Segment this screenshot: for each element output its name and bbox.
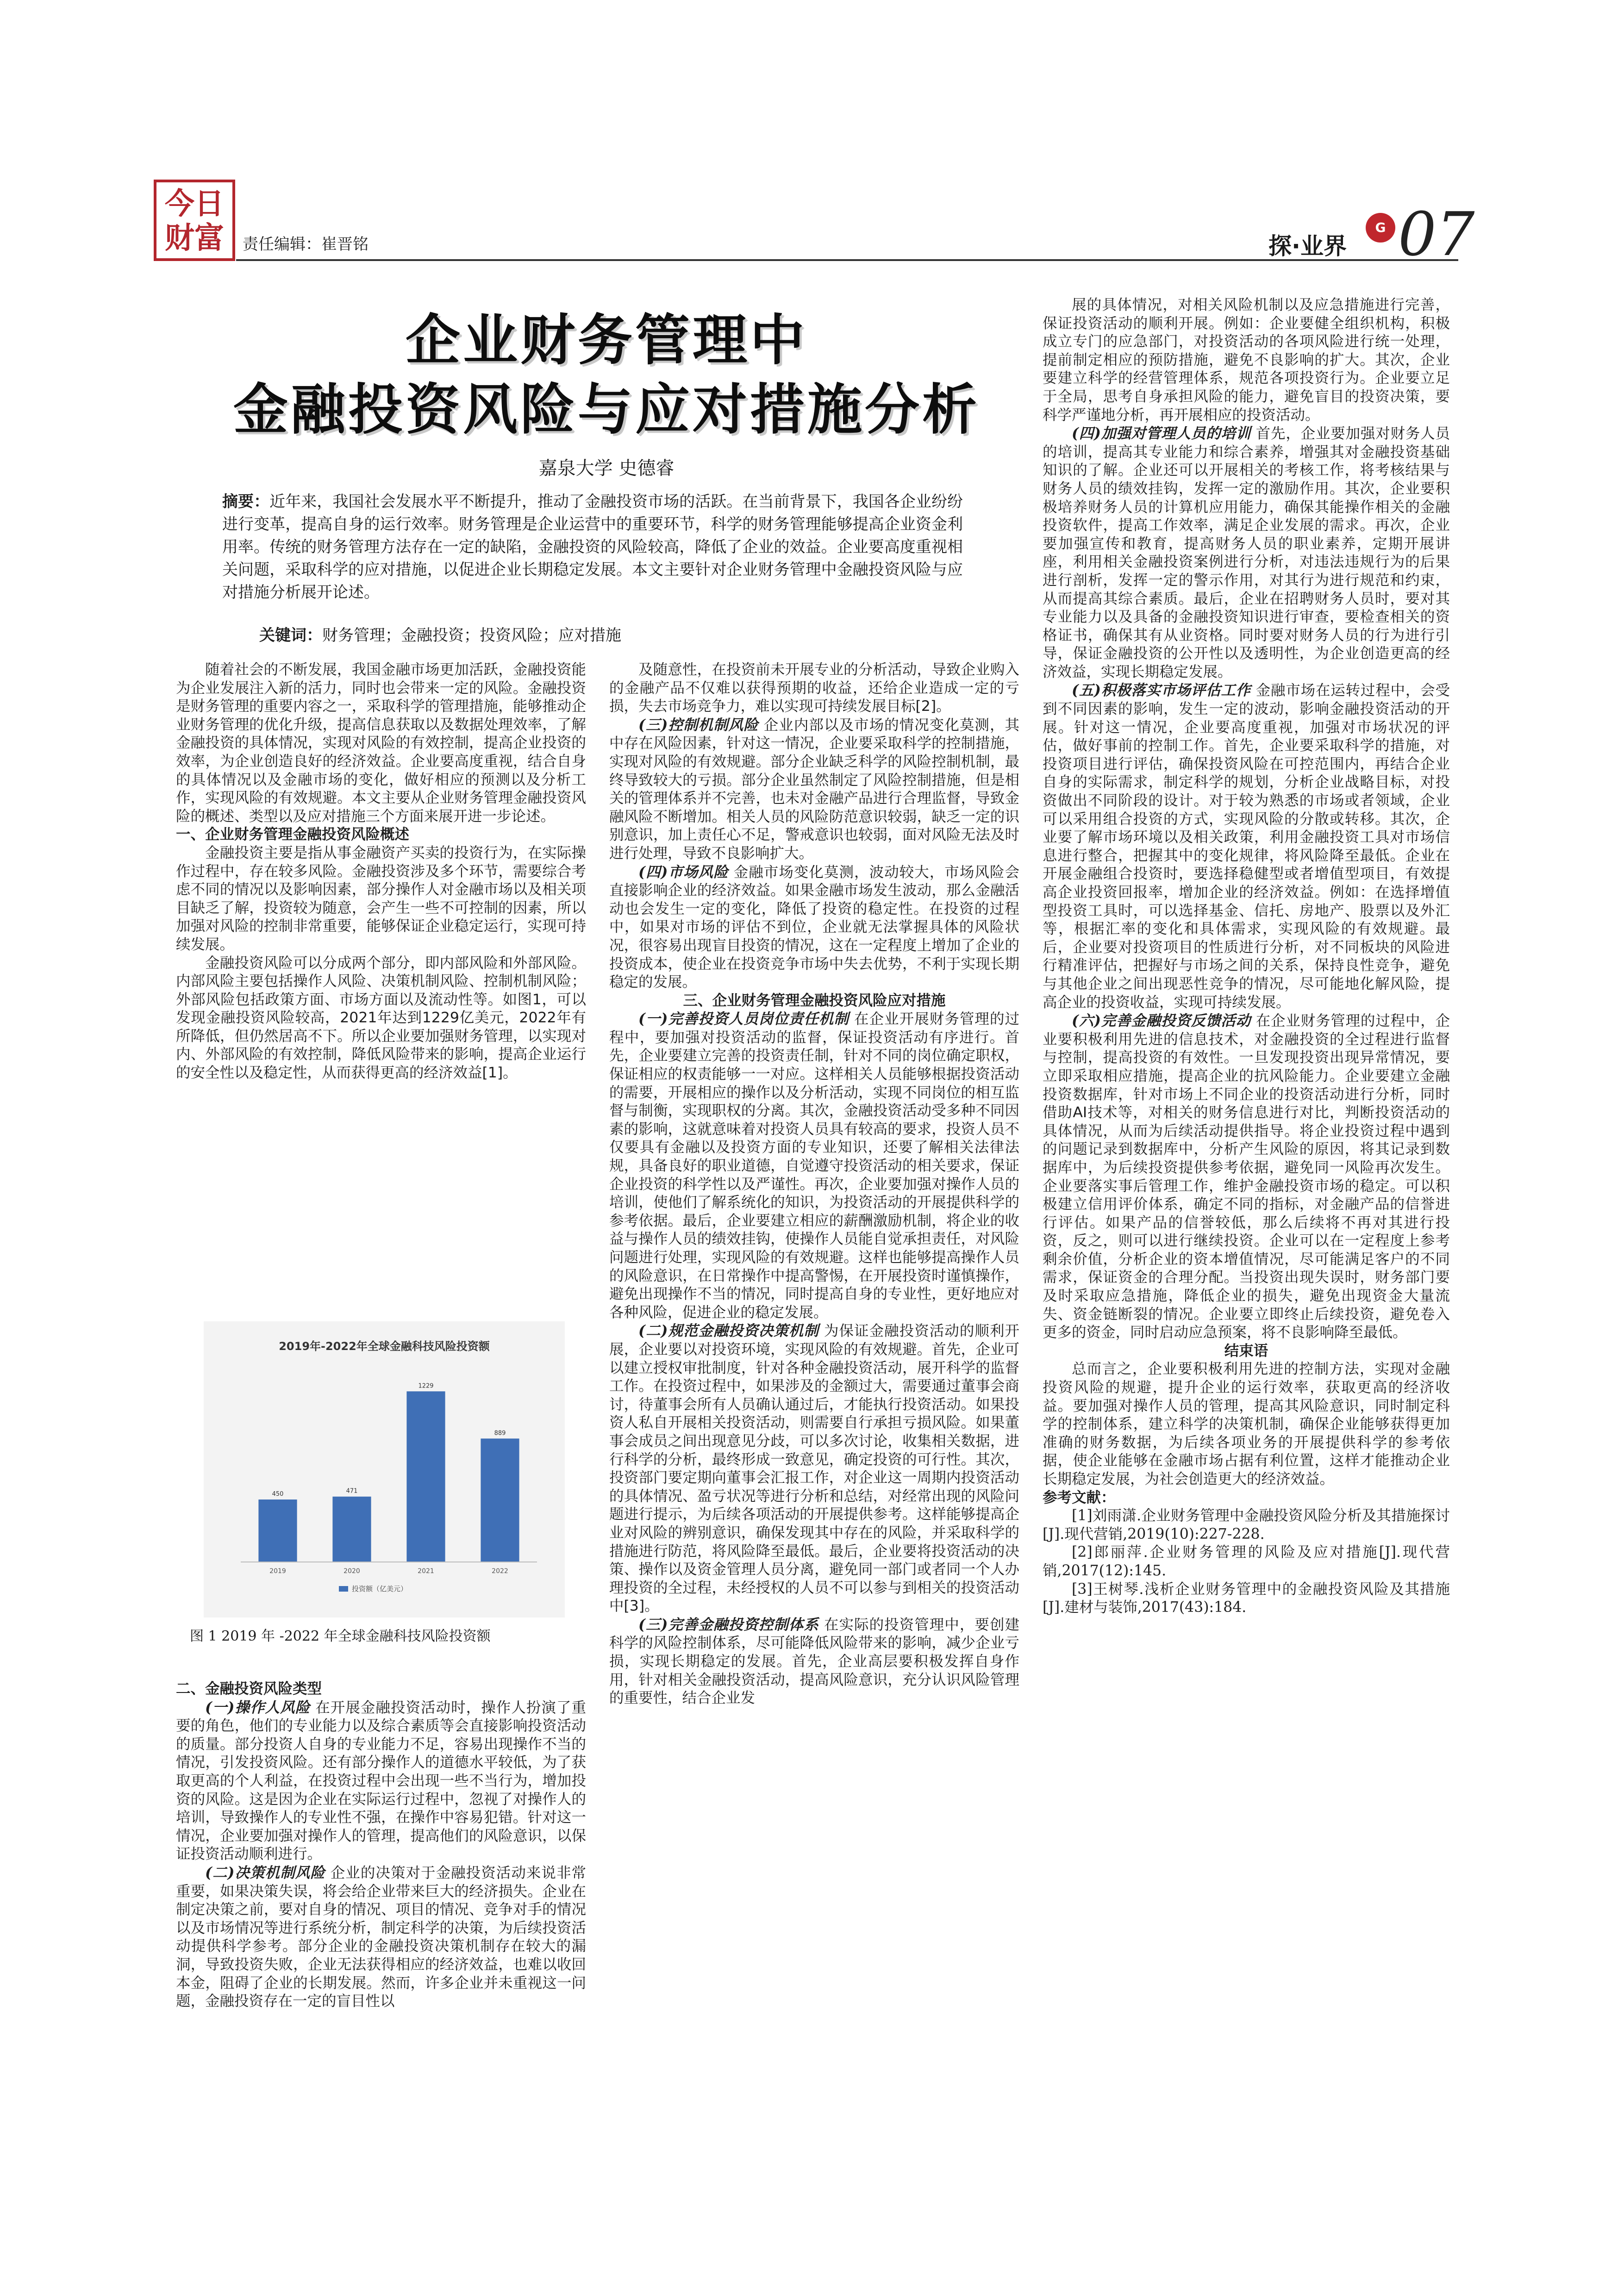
page-number: 07 [1398,199,1475,269]
paragraph: 展的具体情况，对相关风险机制以及应急措施进行完善，保证投资活动的顺利开展。例如：企业要健全组织机构，积极成立专门的应急部门，对投资活动的各项风险进行统一处理，提前制定相应的预防措施，避免不良影响的扩大。其次，企业要建立科学的经营管理体系，规范各项投资行为。企业要立足于全局，思考自身承担风险的能力，避免盲目的投资决策，要科学严谨地分析，再开展相应的投资活动。 [1043,297,1450,423]
paragraph-text: 在企业开展财务管理的过程中，要加强对投资活动的监督，保证投资活动有序进行。首先，企业要建立完善的投资责任制，针对不同的岗位确定职权，保证相应的权责能够一一对应。这样相关人员能够根据投资活动的需要，开展相应的操作以及分析活动，实现不同岗位的相互监督与制衡，实现职权的分离。其次，金融投资活动受多种不同因素的影响，这就意味着对投资人员具有较高的要求，投资人员不仅要具有金融以及投资方面的专业知识，还要了解相关法律法规，具备良好的职业道德，自觉遵守投资活动的相关要求，保证企业投资的科学性以及严谨性。再次，企业要加强对操作人员的培训，使他们了解系统化的知识，为投资活动的开展提供科学的参考依据。最后，企业要建立相应的薪酬激励机制，将企业的收益与操作人员的绩效挂钩，使操作人员能自觉承担责任，对风险问题进行处理，实现风险的有效规避。这样也能够提高操作人员的风险意识，在日常操作中提高警惕，在开展投资时谨慎操作，避免出现操作不当的情况，同时提高自身的专业性，更好地应对各种风险，促进企业的稳定发展。 [609,1011,1019,1321]
paragraph [1043,681,1450,1012]
keywords [259,622,954,645]
subsection-title: (三)控制机制风险 [638,716,759,734]
column-1-top [176,661,586,1083]
paragraph [609,716,1019,863]
x-tick-2020: 2020 [344,1568,360,1575]
article-authors: 嘉泉大学 史德睿 [538,458,675,479]
paragraph [609,1010,1019,1322]
paragraph-text: 在开展金融投资活动时，操作人扮演了重要的角色，他们的专业能力以及综合素质等会直接影响投资活动的质量。部分投资人自身的专业能力不足，容易出现操作不当的情况，引发投资风险。还有部分操作人的道德水平较低，为了获取更高的个人利益，在投资过程中会出现一些不当行为，增加投资的风险。这是因为企业在实际运行过程中，忽视了对操作人的培训，导致操作人的专业性不强，在操作中容易犯错。针对这一情况，企业要加强对操作人的管理，提高他们的风险意识，以保证投资活动顺利进行。 [176,1699,586,1863]
references-heading: 参考文献： [1043,1489,1116,1506]
reference-item: [3]王树琴.浅析企业财务管理中的金融投资风险及其措施[J].建材与装饰,2017(43):184. [1043,1580,1450,1616]
subsection-title: (四)加强对管理人员的培训 [1072,425,1251,442]
chart-title: 2019年-2022年全球金融科技风险投资额 [279,1340,490,1353]
column-3 [1043,296,1450,1617]
logo-line1: 今日 [165,187,224,221]
section-icon: G [1366,213,1395,243]
data-label-2019: 450 [272,1491,284,1498]
section-name: 探·业界 [1268,233,1347,260]
paragraph: 及随意性，在投资前未开展专业的分析活动，导致企业购入的金融产品不仅难以获得预期的收益，还给企业造成一定的亏损，失去市场竞争力，难以实现可持续发展目标[2]。 [609,661,1019,715]
subsection-title: (六)完善金融投资反馈活动 [1072,1012,1251,1030]
abstract-text: 近年来，我国社会发展水平不断提升，推动了金融投资市场的活跃。在当前背景下，我国各企业纷纷进行变革，提高自身的运行效率。财务管理是企业运营中的重要环节，科学的财务管理能够提高企业资金利用率。传统的财务管理方法存在一定的缺陷，金融投资的风险较高，降低了企业的效益。企业要高度重视相关问题，采取科学的应对措施，以促进企业长期稳定发展。本文主要针对企业财务管理中金融投资风险与应对措施分析展开论述。 [222,492,963,602]
legend-swatch [339,1586,348,1592]
paragraph [1043,424,1450,681]
paragraph: 金融投资风险可以分成两个部分，即内部风险和外部风险。内部风险主要包括操作人风险、决策机制风险、控制机制风险；外部风险包括政策方面、市场方面以及流动性等。如图1，可以发现金融投资风险较高，2021年达到1229亿美元，2022年有所降低，但仍然居高不下。所以企业要加强财务管理，以实现对内、外部风险的有效控制，降低风险带来的影响，提高企业运行的安全性以及稳定性，从而获得更高的经济效益[1]。 [176,954,586,1082]
subsection-title: (二)规范金融投资决策机制 [638,1322,819,1340]
abstract [222,491,963,604]
magazine-logo [154,180,235,261]
keywords-label: 关键词： [259,626,322,645]
subsection-title: (一)完善投资人员岗位责任机制 [638,1010,849,1028]
bar-2022 [481,1438,519,1562]
subsection-title: (二)决策机制风险 [205,1864,325,1881]
paragraph [609,1322,1019,1616]
paragraph-text: 金融市场在运转过程中，会受到不同因素的影响，发生一定的波动，影响金融投资活动的开展。针对这一情况，企业要高度重视，加强对市场状况的评估，做好事前的控制工作。首先，企业要采取科学的措施，对投资项目进行评估，确保投资风险在可控范围内，再结合企业自身的实际需求，制定科学的规划，分析企业战略目标，对投资做出不同阶段的设计。对于较为熟悉的市场或者领域，企业可以采用组合投资的方式，实现风险的分散或转移。其次，企业要了解市场环境以及相关政策，利用金融投资工具对市场信息进行整合，把握其中的变化规律，将风险降至最低。企业在开展金融组合投资时，要选择稳健型或者增值型项目，有效提高企业投资回报率，增加企业的经济效益。例如：在选择增值型投资工具时，可以选择基金、信托、房地产、股票以及外汇等，根据汇率的变化和具体需求，实现风险的有效规避。最后，企业要对投资项目的性质进行分析，对不同板块的风险进行精准评估，把握好与市场之间的关系，保持良性竞争，避免与其他企业之间出现恶性竞争的情况，尽可能地化解风险，提高企业的投资收益，实现可持续发展。 [1043,682,1450,1011]
paragraph-text: 企业内部以及市场的情况变化莫测，其中存在风险因素，针对这一情况，企业要采取科学的控制措施，实现对风险的有效规避。部分企业缺乏科学的风险控制机制，最终导致较大的亏损。部分企业虽然制定了风险控制措施，但是相关的管理体系并不完善，也未对金融产品进行合理监督，导致金融风险不断增加。相关人员的风险防范意识较弱，缺乏一定的识别意识，加上责任心不足，警戒意识也较弱，面对风险无法及时进行处理，导致不良影响扩大。 [609,716,1019,862]
bar-2020 [332,1497,371,1562]
data-label-2020: 471 [346,1487,358,1495]
paragraph [609,1616,1019,1708]
legend-label: 投资额（亿美元） [352,1585,408,1593]
figure-1 [204,1321,565,1618]
section-heading: 一、企业财务管理金融投资风险概述 [176,826,410,843]
subsection-title: (一)操作人风险 [205,1699,311,1716]
x-tick-2022: 2022 [492,1568,508,1575]
paragraph [176,1699,586,1864]
paragraph [609,863,1019,992]
subsection-title: (三)完善金融投资控制体系 [638,1616,819,1633]
reference-item: [1]刘雨潇.企业财务管理中金融投资风险分析及其措施探讨[J].现代营销,2019(10):227-228. [1043,1507,1450,1543]
paragraph-text: 在企业财务管理的过程中，企业要积极利用先进的信息技术，对金融投资的全过程进行监督与控制，提高投资的有效性。一旦发现投资出现异常情况，要立即采取相应措施，提高企业的抗风险能力。企业要建立金融投资数据库，针对市场上不同企业的投资活动进行分析，同时借助AI技术等，对相关的财务信息进行对比，判断投资活动的具体情况，从而为后续活动提供指导。将企业投资过程中遇到的问题记录到数据库中，分析产生风险的原因，将其记录到数据库中，为后续投资提供参考依据，避免同一风险再次发生。企业要落实事后管理工作，维护金融投资市场的稳定。可以积极建立信用评价体系，确定不同的指标，对金融产品的信誉进行评估。如果产品的信誉较低，那么后续将不再对其进行投资，反之，则可以进行继续投资。企业可以在一定程度上参考剩余价值，分析企业的资本增值情况，尽可能满足客户的不同需求，保证资金的合理分配。当投资出现失误时，财务部门要及时采取应急措施，降低企业的损失，避免出现资金大量流失、资金链断裂的情况。企业要立即终止后续投资，避免卷入更多的资金，同时启动应急预案，将不良影响降至最低。 [1043,1013,1450,1341]
bar-chart [204,1321,565,1618]
responsible-editor: 责任编辑：崔晋铭 [243,235,369,254]
paragraph [176,1864,586,2011]
figure-caption: 图 1 2019 年 -2022 年全球金融科技风险投资额 [190,1628,491,1644]
paragraph: 随着社会的不断发展，我国金融市场更加活跃，金融投资能为企业发展注入新的活力，同时也会带来一定的风险。金融投资是财务管理的重要内容之一，采取科学的管理措施，能够推动企业财务管理的优化升级，提高信息获取以及数据处理效率，了解金融投资的具体情况，实现对风险的有效控制，提高企业投资的效率，为企业创造良好的经济效益。企业要高度重视，结合自身的具体情况以及金融市场的变化，做好相应的预测以及分析工作，实现风险的有效规避。本文主要从企业财务管理金融投资风险的概述、类型以及应对措施三个方面来展开进一步论述。 [176,661,586,825]
abstract-label: 摘要： [222,492,270,511]
paragraph-text: 企业的决策对于金融投资活动来说非常重要，如果决策失误，将会给企业带来巨大的经济损失。企业在制定决策之前，要对自身的情况、项目的情况、竞争对手的情况以及市场情况等进行系统分析，制定科学的决策，为后续投资活动提供科学参考。部分企业的金融投资决策机制存在较大的漏洞，导致投资失败，企业无法获得相应的经济效益，也难以收回本金，阻碍了企业的长期发展。然而，许多企业并未重视这一问题，金融投资存在一定的盲目性以 [176,1864,586,2010]
paragraph-text: 为保证金融投资活动的顺利开展，企业要以对投资环境，实现风险的有效规避。首先，企业可以建立授权审批制度，针对各种金融投资活动，展开科学的监督工作。在投资过程中，如果涉及的金额过大，需要通过董事会商讨，待董事会所有人员确认通过后，才能执行投资活动。如果投资人私自开展相关投资活动，则需要自行承担亏损风险。如果董事会成员之间出现意见分歧，可以多次讨论，收集相关数据，进行科学的分析，最终形成一致意见，确定投资的可行性。其次，投资部门要定期向董事会汇报工作，对企业这一周期内投资活动的具体情况、盈亏状况等进行分析和总结，对经常出现的风险问题进行提示，为后续各项活动的开展提供参考。这样能够提高企业对风险的辨别意识，确保发现其中存在的风险，并采取科学的措施进行防范，将风险降至最低。最后，企业要将投资活动的决策、操作以及资金管理人员分离，避免同一部门或者同一个人办理投资的全过程，未经授权的人员不可以参与到相关的投资活动中[3]。 [609,1323,1019,1615]
paragraph: 总而言之，企业要积极利用先进的控制方法，实现对金融投资风险的规避，提升企业的运行效率，获取更高的经济收益。要加强对操作人员的管理，提高其风险意识，同时制定科学的控制体系，建立科学的决策机制，确保企业能够获得更加准确的财务数据，为后续各项业务的开展提供科学的参考依据，使企业能够在金融市场占据有利位置，这样才能推动企业长期稳定发展，为社会创造更大的经济效益。 [1043,1361,1450,1487]
chart-bars [258,1382,519,1575]
conclusion-heading: 结束语 [1224,1342,1268,1359]
data-label-2022: 889 [494,1430,506,1437]
subsection-title: (五)积极落实市场评估工作 [1072,682,1251,699]
column-2 [609,661,1019,1708]
logo-line2: 财富 [165,221,224,255]
paragraph [1043,1012,1450,1342]
x-tick-2019: 2019 [269,1568,286,1575]
section-heading: 三、企业财务管理金融投资风险应对措施 [683,992,946,1009]
section-heading: 二、金融投资风险类型 [176,1680,322,1697]
column-1-bottom [176,1680,586,2011]
bar-2021 [406,1391,445,1562]
subsection-title: (四)市场风险 [638,863,729,881]
keywords-text: 财务管理；金融投资；投资风险；应对措施 [322,626,621,645]
paragraph-text: 首先，企业要加强对财务人员的培训，提高其专业能力和综合素养，增强其对金融投资基础知识的了解。企业还可以开展相关的考核工作，将考核结果与财务人员的绩效挂钩，发挥一定的激励作用。其次，企业要积极培养财务人员的计算机应用能力，确保其能操作相关的金融投资软件，提高工作效率，满足企业发展的需求。再次，企业要加强宣传和教育，提高财务人员的职业素养，定期开展讲座，利用相关金融投资案例进行分析，对违法违规行为的后果进行剖析，发挥一定的警示作用，对其行为进行规范和约束，从而提高其综合素质。最后，企业在招聘财务人员时，要对其专业能力以及具备的金融投资知识进行审查，要检查相关的资格证书，确保其有从业资格。同时要对财务人员的行为进行引导，保证金融投资的公开性以及透明性，为企业创造更高的经济效益，实现长期稳定发展。 [1043,425,1450,680]
article-title-line2: 金融投资风险与应对措施分析 [233,378,980,442]
paragraph: 金融投资主要是指从事金融资产买卖的投资行为，在实际操作过程中，存在较多风险。金融投资涉及多个环节，需要综合考虑不同的情况以及影响因素，部分操作人对金融市场以及相关项目缺乏了解，投资较为随意，会产生一些不可控制的因素，所以加强对风险的控制非常重要，能够保证企业稳定运行，实现可持续发展。 [176,844,586,953]
reference-item: [2]郎丽萍.企业财务管理的风险及应对措施[J].现代营销,2017(12):145. [1043,1544,1450,1579]
paragraph-text: 金融市场变化莫测，波动较大，市场风险会直接影响企业的经济效益。如果金融市场发生波动，那么金融活动也会发生一定的变化，降低了投资的稳定性。在投资的过程中，如果对市场的评估不到位，企业就无法掌握具体的风险状况，很容易出现盲目投资的情况，这在一定程度上增加了企业的投资成本，使企业在投资竞争市场中失去优势，不利于实现长期稳定的发展。 [609,864,1019,991]
data-label-2021: 1229 [418,1382,434,1390]
bar-2019 [258,1500,297,1562]
article-title-line1: 企业财务管理中 [405,308,807,372]
paragraph-text: 在实际的投资管理中，要创建科学的风险控制体系，尽可能降低风险带来的影响，减少企业亏损，实现长期稳定的发展。首先，企业高层要积极发挥自身作用，针对相关金融投资活动，提高风险意识，充分认识风险管理的重要性，结合企业发 [609,1616,1019,1707]
x-tick-2021: 2021 [418,1568,434,1575]
